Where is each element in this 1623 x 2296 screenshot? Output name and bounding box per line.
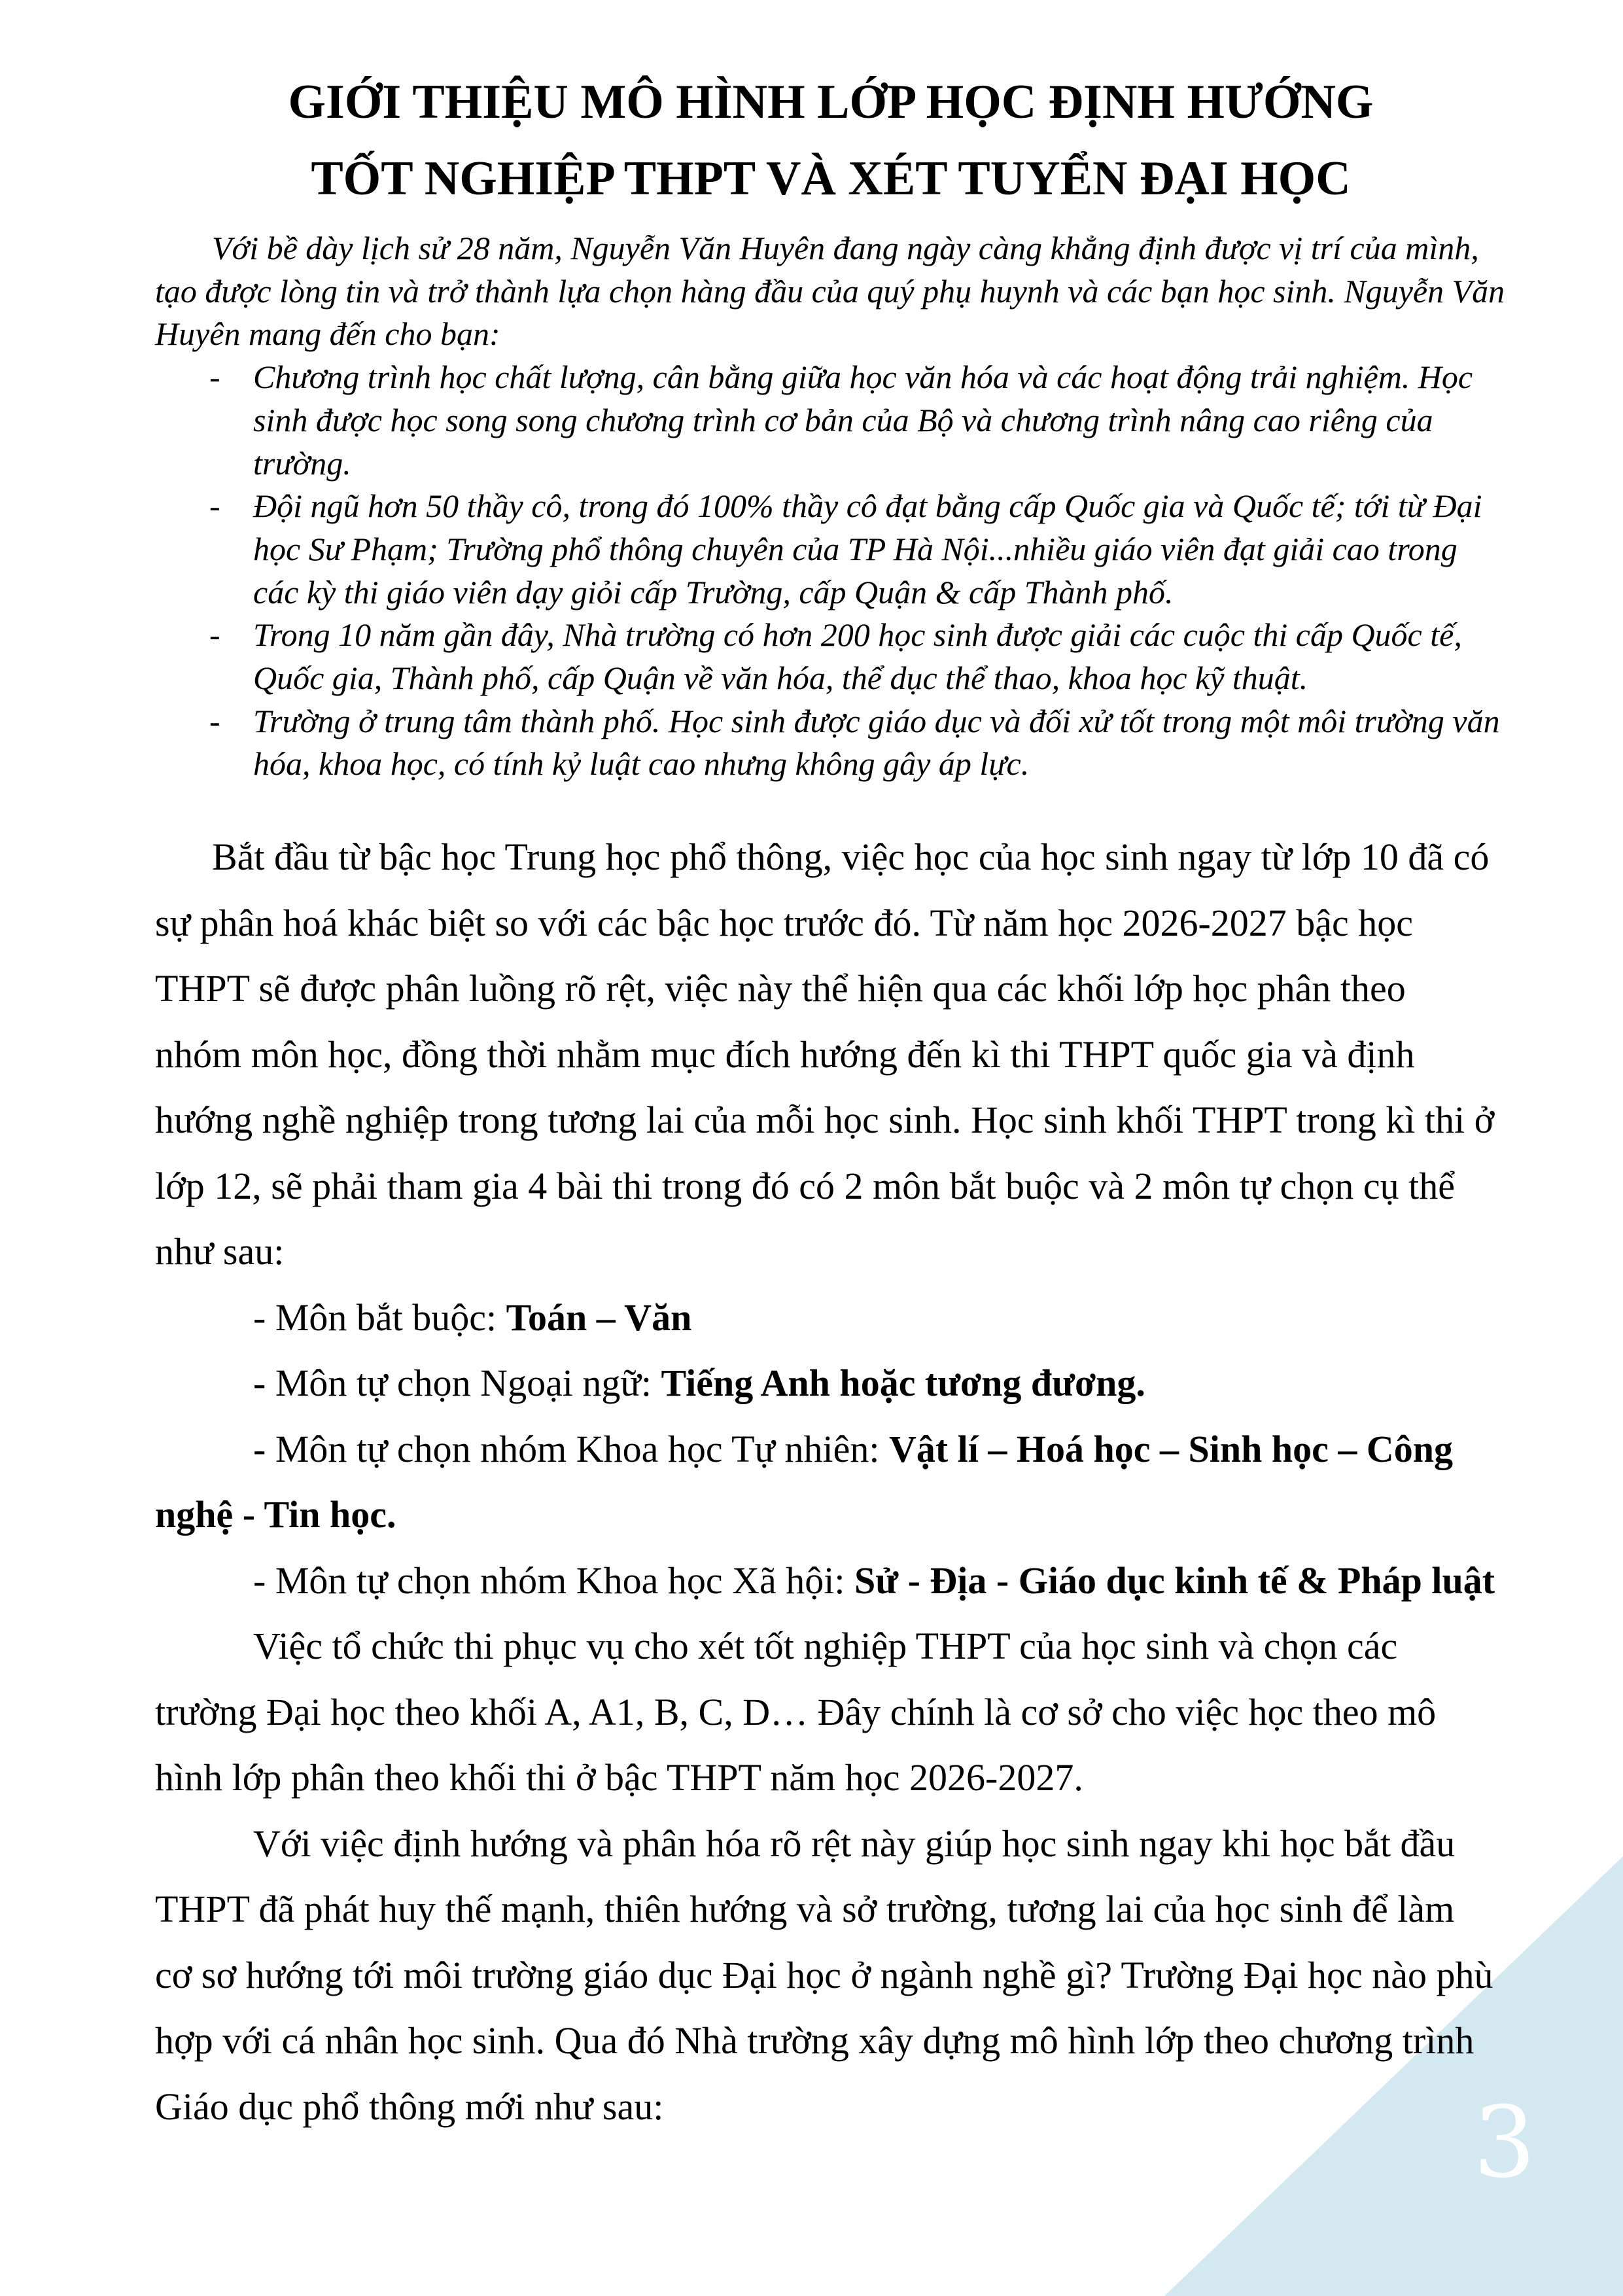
text-segment: hình lớp phân theo khối thi ở bậc THPT năm học 2026-2027. bbox=[155, 1756, 1083, 1799]
text-segment: lớp 12, sẽ phải tham gia 4 bài thi trong đó có 2 môn bắt buộc và 2 môn tự chọn cụ thể bbox=[155, 1164, 1456, 1207]
page-title-line-2: TỐT NGHIỆP THPT VÀ XÉT TUYỂN ĐẠI HỌC bbox=[311, 152, 1351, 205]
text-segment: sinh được học song song chương trình cơ bản của Bộ và chương trình nâng cao riêng của bbox=[253, 401, 1433, 438]
text-segment: - Môn bắt buộc: bbox=[253, 1296, 506, 1339]
text-segment: tạo được lòng tin và trở thành lựa chọn hàng đầu của quý phụ huynh và các bạn học sinh. Nguyễn Văn bbox=[155, 272, 1505, 309]
bullet-dash: - bbox=[209, 616, 220, 654]
bold-text: Vật lí – Hoá học – Sinh học – Công bbox=[888, 1427, 1454, 1470]
intro-line bbox=[155, 571, 1505, 614]
text-segment: - Môn tự chọn nhóm Khoa học Tự nhiên: bbox=[253, 1427, 889, 1470]
intro-line bbox=[155, 528, 1505, 571]
body-line bbox=[155, 1417, 1495, 1483]
body-line bbox=[155, 1285, 1495, 1351]
text-segment: THPT sẽ được phân luồng rõ rệt, việc này thể hiện qua các khối lớp học phân theo bbox=[155, 967, 1406, 1010]
bold-text: nghệ - Tin học. bbox=[155, 1493, 396, 1536]
bullet-dash: - bbox=[209, 487, 220, 525]
bold-text: Tiếng Anh hoặc tương đương. bbox=[661, 1362, 1145, 1404]
body-section bbox=[155, 824, 1495, 2140]
body-line bbox=[155, 1548, 1495, 1614]
intro-line bbox=[155, 356, 1505, 399]
body-line bbox=[155, 1351, 1495, 1417]
text-segment: Huyên mang đến cho bạn: bbox=[155, 315, 500, 353]
body-line bbox=[155, 1219, 1495, 1285]
text-segment: như sau: bbox=[155, 1230, 285, 1273]
text-segment: Đội ngũ hơn 50 thầy cô, trong đó 100% thầy cô đạt bằng cấp Quốc gia và Quốc tế; tới từ Đại bbox=[253, 487, 1482, 525]
body-line bbox=[155, 1680, 1495, 1746]
text-segment: Trong 10 năm gần đây, Nhà trường có hơn 200 học sinh được giải các cuộc thi cấp Quốc tế, bbox=[253, 616, 1462, 654]
body-line bbox=[155, 2008, 1495, 2074]
text-segment: - Môn tự chọn nhóm Khoa học Xã hội: bbox=[253, 1559, 855, 1602]
text-segment: hướng nghề nghiệp trong tương lai của mỗi học sinh. Học sinh khối THPT trong kì thi ở bbox=[155, 1099, 1495, 1141]
text-segment: THPT đã phát huy thế mạnh, thiên hướng và sở trường, tương lai của học sinh để làm bbox=[155, 1888, 1455, 1930]
text-segment: trường Đại học theo khối A, A1, B, C, D… Đây chính là cơ sở cho việc học theo mô bbox=[155, 1690, 1437, 1733]
text-segment: Với bề dày lịch sử 28 năm, Nguyễn Văn Huyên đang ngày càng khẳng định được vị trí của mình, bbox=[212, 230, 1479, 266]
body-line bbox=[155, 1811, 1495, 1877]
page-number: 3 bbox=[1473, 2086, 1536, 2200]
intro-line bbox=[155, 700, 1505, 743]
intro-section bbox=[155, 227, 1505, 786]
body-line bbox=[155, 956, 1495, 1022]
text-segment: trường. bbox=[253, 444, 351, 482]
text-segment: Trường ở trung tâm thành phố. Học sinh được giáo dục và đối xử tốt trong một môi trường văn bbox=[253, 702, 1500, 739]
body-line bbox=[155, 824, 1495, 891]
text-segment: nhóm môn học, đồng thời nhằm mục đích hướng đến kì thi THPT quốc gia và định bbox=[155, 1033, 1415, 1076]
text-segment: các kỳ thi giáo viên dạy giỏi cấp Trường, cấp Quận & cấp Thành phố. bbox=[253, 573, 1174, 610]
intro-line bbox=[155, 399, 1505, 442]
bold-text: Sử - Địa - Giáo dục kinh tế & Pháp luật bbox=[854, 1559, 1495, 1602]
body-line bbox=[155, 1745, 1495, 1811]
body-line bbox=[155, 1154, 1495, 1220]
body-line bbox=[155, 1877, 1495, 1943]
page-title-line-1: GIỚI THIỆU MÔ HÌNH LỚP HỌC ĐỊNH HƯỚNG bbox=[288, 75, 1374, 129]
intro-line bbox=[155, 270, 1505, 313]
text-segment: Bắt đầu từ bậc học Trung học phổ thông, việc học của học sinh ngay từ lớp 10 đã có bbox=[212, 836, 1490, 878]
intro-line bbox=[155, 227, 1505, 270]
text-segment: học Sư Phạm; Trường phổ thông chuyên của TP Hà Nội...nhiều giáo viên đạt giải cao trong bbox=[253, 530, 1457, 567]
bullet-dash: - bbox=[209, 359, 220, 396]
text-segment: cơ sơ hướng tới môi trường giáo dục Đại học ở ngành nghề gì? Trường Đại học nào phù bbox=[155, 1953, 1493, 1996]
intro-line bbox=[155, 743, 1505, 786]
text-segment: - Môn tự chọn Ngoại ngữ: bbox=[253, 1362, 661, 1404]
body-line bbox=[155, 1943, 1495, 2009]
intro-line bbox=[155, 442, 1505, 486]
text-segment: sự phân hoá khác biệt so với các bậc học trước đó. Từ năm học 2026-2027 bậc học bbox=[155, 901, 1414, 944]
intro-line bbox=[155, 485, 1505, 528]
text-segment: Giáo dục phổ thông mới như sau: bbox=[155, 2085, 664, 2128]
body-line bbox=[155, 2074, 1495, 2140]
body-line bbox=[155, 1022, 1495, 1088]
intro-line bbox=[155, 614, 1505, 657]
text-segment: Việc tổ chức thi phục vụ cho xét tốt nghiệp THPT của học sinh và chọn các bbox=[253, 1625, 1398, 1667]
bullet-dash: - bbox=[209, 702, 220, 739]
body-line bbox=[155, 1087, 1495, 1154]
text-segment: Quốc gia, Thành phố, cấp Quận về văn hóa, thể dục thể thao, khoa học kỹ thuật. bbox=[253, 660, 1308, 697]
text-segment: Chương trình học chất lượng, cân bằng giữa học văn hóa và các hoạt động trải nghiệm. Học bbox=[253, 359, 1473, 396]
text-segment: Với việc định hướng và phân hóa rõ rệt này giúp học sinh ngay khi học bắt đầu bbox=[253, 1822, 1456, 1865]
bold-text: Toán – Văn bbox=[506, 1296, 692, 1339]
intro-line bbox=[155, 313, 1505, 356]
text-segment: hóa, khoa học, có tính kỷ luật cao nhưng không gây áp lực. bbox=[253, 745, 1030, 783]
body-line bbox=[155, 1614, 1495, 1680]
body-line bbox=[155, 891, 1495, 957]
intro-line bbox=[155, 657, 1505, 700]
body-line bbox=[155, 1482, 1495, 1548]
text-segment: hợp với cá nhân học sinh. Qua đó Nhà trường xây dựng mô hình lớp theo chương trình bbox=[155, 2019, 1475, 2062]
